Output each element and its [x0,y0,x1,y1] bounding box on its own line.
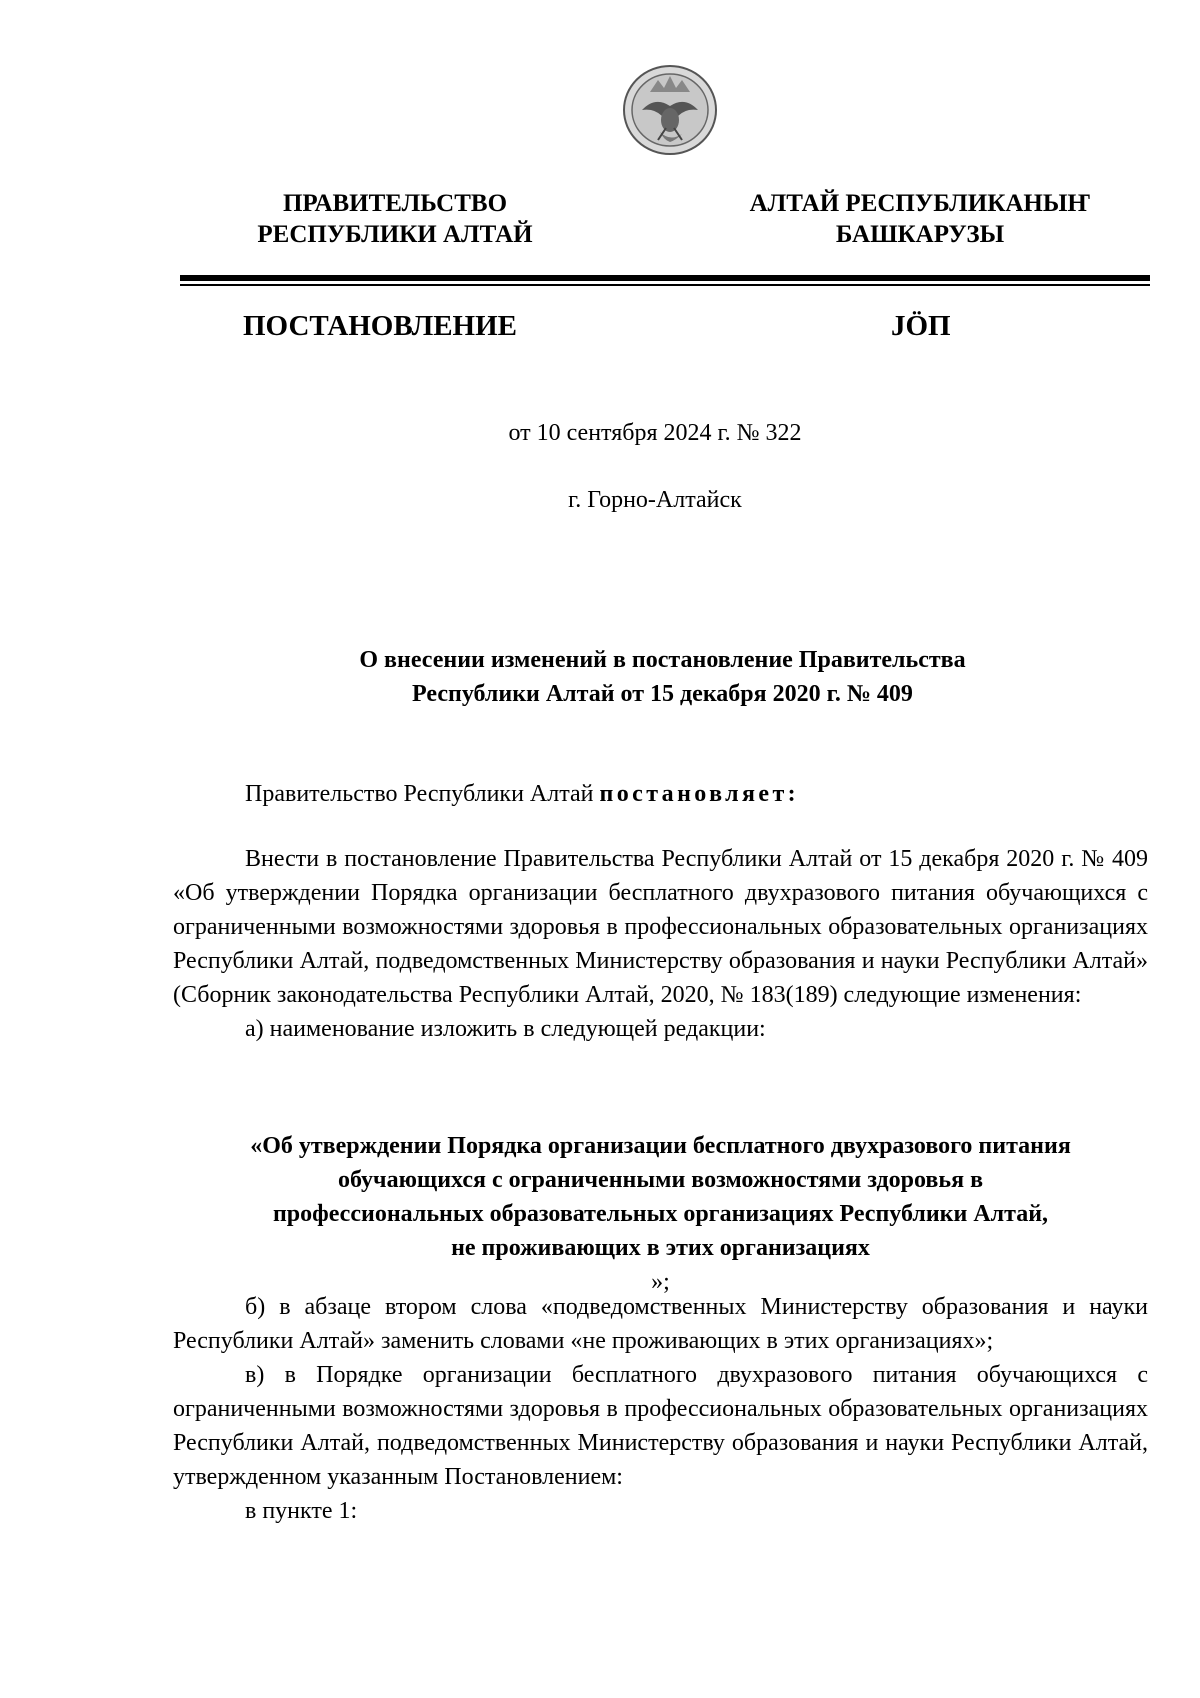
title-line1: О внесении изменений в постановление Правительства [359,647,966,673]
point-1: в пункте 1: [245,1498,358,1524]
new-name-quote [173,1129,1148,1299]
quote-line4: не проживающих в этих организациях [451,1235,870,1261]
quote-line1: «Об утверждении Порядка организации бесплатного двухразового питания [250,1133,1071,1159]
item-b: б) в абзаце втором слова «подведомственных Министерству образования и науки Республики Алтай» заменить словами «не проживающих в этих организациях»; [173,1294,1148,1354]
resolution-intro [173,777,1148,811]
quote-line4-wrap [173,1231,1148,1299]
title-line2: Республики Алтай от 15 декабря 2020 г. № 409 [412,681,913,707]
header-right-line1: АЛТАЙ РЕСПУБЛИКАНЫҤ [749,190,1091,217]
header-left-line1: ПРАВИТЕЛЬСТВО [282,190,508,217]
header-left-title [230,188,560,250]
resolution-intro-text: Правительство Республики Алтай [245,781,600,807]
coat-of-arms-icon [620,62,720,158]
quote-tail: »; [651,1269,670,1295]
quote-line2: обучающихся с ограниченными возможностями здоровья в [337,1167,984,1193]
item-v: в) в Порядке организации бесплатного двухразового питания обучающихся с ограниченными возможностями здоровья в профессиональных образовательных организациях Республики Алтай, подведомственных Министерству образования и науки Республики Алтай, утвержденном указанным Постановлением: [173,1362,1148,1490]
main-paragraph: Внести в постановление Правительства Республики Алтай от 15 декабря 2020 г. № 409 «Об утверждении Порядка организации бесплатного двухразового питания обучающихся с ограниченными возможностями здоровья в профессиональных образовательных организациях Республики Алтай, подведомственных Министерству образования и науки Республики Алтай» (Сборник законодательства Республики Алтай, 2020, № 183(189) следующие изменения: [173,846,1148,1008]
document-title [175,643,1150,711]
item-a: а) наименование изложить в следующей редакции: [245,1016,766,1042]
doc-type-russian: ПОСТАНОВЛЕНИЕ [243,310,518,342]
header-right-title [710,188,1130,250]
quote-line3: профессиональных образовательных организациях Республики Алтай, [272,1201,1049,1227]
main-paragraph-block [173,842,1148,1046]
doc-type-altai: JӦП [891,310,951,342]
items-block [173,1290,1148,1528]
header-divider-thin [180,284,1150,286]
header-right-line2: БАШКАРУЗЫ [835,221,1005,248]
resolution-verb: постановляет: [599,781,800,807]
header-left-line2: РЕСПУБЛИКИ АЛТАЙ [257,221,533,248]
header-divider-thick [180,275,1150,281]
document-place: г. Горно-Алтайск [568,487,742,513]
document-date-number: от 10 сентября 2024 г. № 322 [508,420,802,446]
